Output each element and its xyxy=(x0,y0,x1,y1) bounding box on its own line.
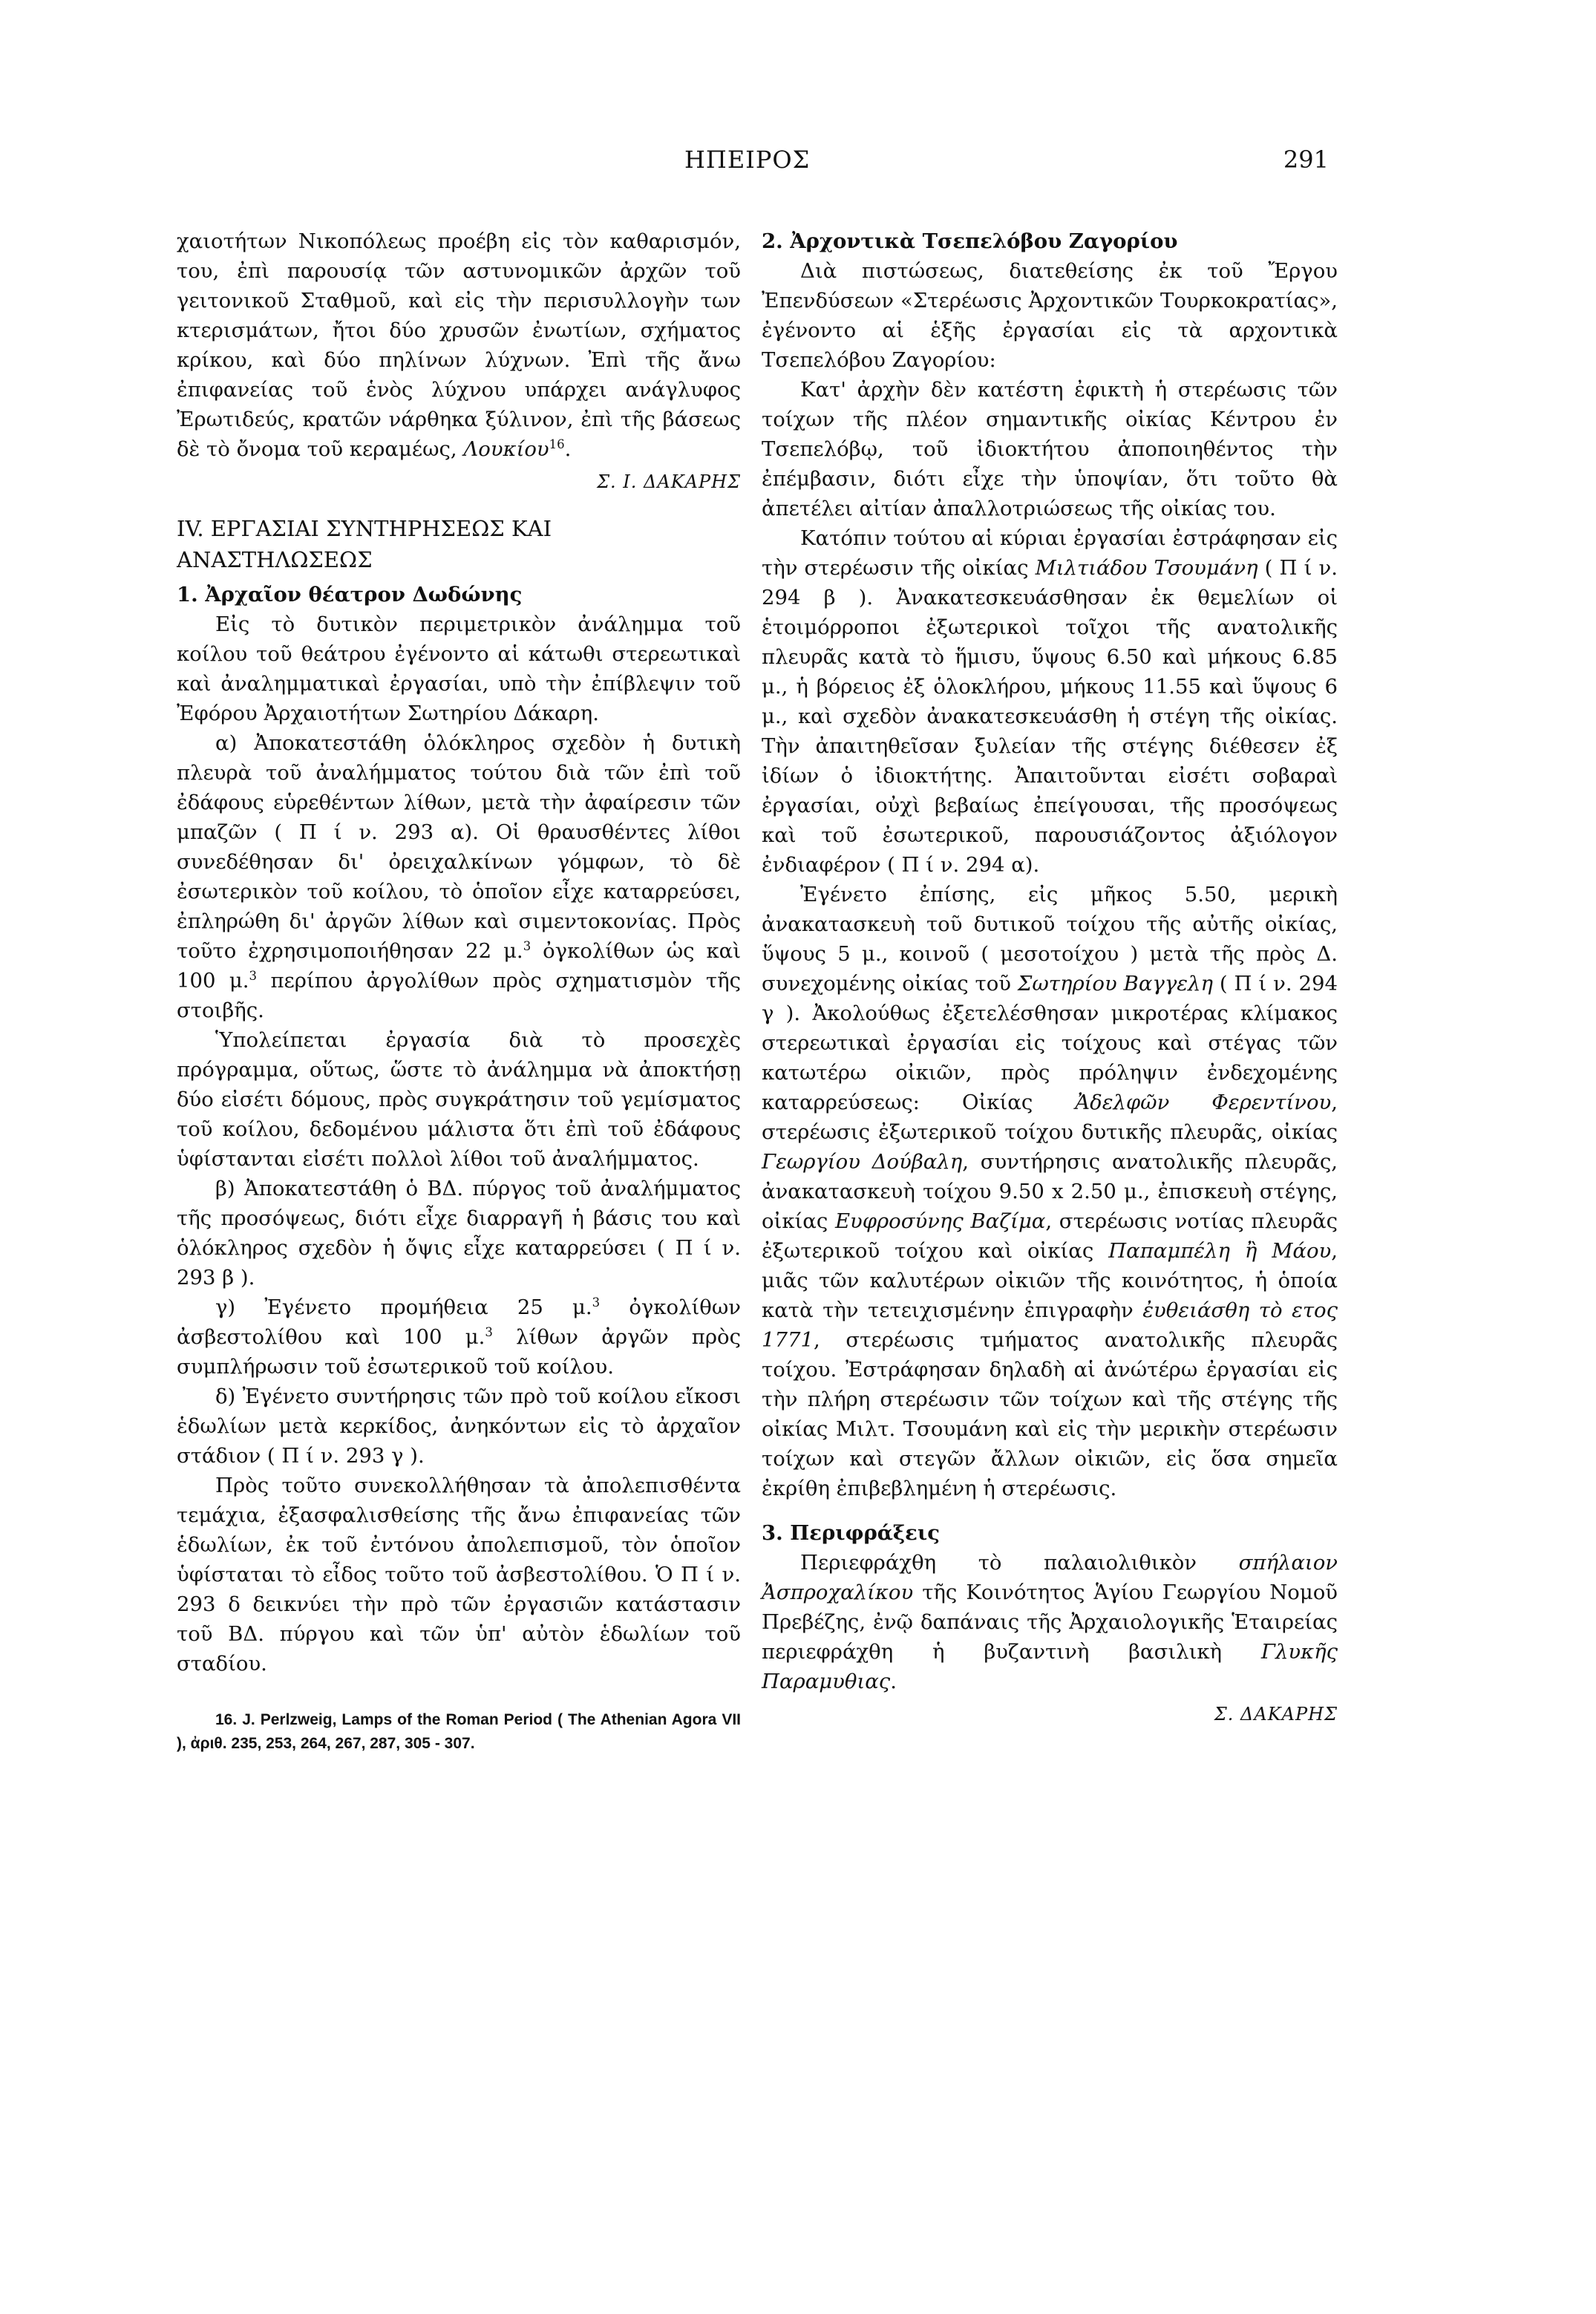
paragraph: Διὰ πιστώσεως, διατεθείσης ἐκ τοῦ Ἔργου Ἐπενδύσεων «Στερέωσις Ἀρχοντικῶν Τουρκοκρατίας», ἐγένοντο αἱ ἑξῆς ἐργασίαι εἰς τὰ αρχοντικὰ Τσεπελόβου Ζαγορίου: xyxy=(762,259,1338,372)
paragraph: β) Ἀποκατεστάθη ὁ ΒΔ. πύργος τοῦ ἀναλήμματος τῆς προσόψεως, διότι εἶχε διαρραγῆ ἡ βάσις του καὶ ὁλόκληρος σχεδὸν ἡ ὄψις εἶχε καταρρεύσει ( Π ί ν. 293 β ). xyxy=(177,1177,741,1290)
running-title: ΗΠΕΙΡΟΣ xyxy=(684,146,811,174)
right-column xyxy=(762,226,1338,1739)
footnote: 16. J. Perlzweig, Lamps of the Roman Period ( The Athenian Agora VII ), ἀριθ. 235, 253, 264, 267, 287, 305 - 307. xyxy=(177,1711,741,1752)
subsection-heading: 1. Ἀρχαῖον θέατρον Δωδώνης xyxy=(177,583,523,607)
section-heading: IV. ΕΡΓΑΣΙΑΙ ΣΥΝΤΗΡΗΣΕΩΣ ΚΑΙ ΑΝΑΣΤΗΛΩΣΕΩΣ xyxy=(177,516,552,572)
paragraph: Εἰς τὸ δυτικὸν περιμετρικὸν ἀνάλημμα τοῦ κοίλου τοῦ θεάτρου ἐγένοντο αἱ κάτωθι στερεωτικαὶ καὶ ἀναλημματικαὶ ἐργασίαι, υπὸ τὴν ἐπίβλεψιν τοῦ Ἐφόρου Ἀρχαιοτήτων Σωτηρίου Δάκαρη. xyxy=(177,612,741,725)
page-number: 291 xyxy=(1283,146,1329,174)
paragraph: δ) Ἐγένετο συντήρησις τῶν πρὸ τοῦ κοίλου εἴκοσι ἑδωλίων μετὰ κερκίδος, ἀνηκόντων εἰς τὸ ἀρχαῖον στάδιον ( Π ί ν. 293 γ ). xyxy=(177,1385,741,1468)
left-column xyxy=(177,226,741,1756)
paragraph: Περιεφράχθη τὸ παλαιολιθικὸν σπήλαιον Ἀσπροχαλίκου τῆς Κοινότητος Ἁγίου Γεωργίου Νομοῦ Πρεβέζης, ἐνῷ δαπάναις τῆς Ἀρχαιολογικῆς Ἑταιρείας περιεφράχθη ἡ βυζαντινὴ βασιλικὴ Γλυκῆς Παραμυθιας. xyxy=(762,1551,1338,1693)
paragraph: γ) Ἐγένετο προμήθεια 25 μ.$^3$ ὀγκολίθων ἀσβεστολίθου καὶ 100 μ.$^3$ λίθων ἀργῶν πρὸς συμπλήρωσιν τοῦ ἐσωτερικοῦ τοῦ κοίλου. xyxy=(177,1295,741,1379)
paragraph: Κατόπιν τούτου αἱ κύριαι ἐργασίαι ἐστράφησαν εἰς τὴν στερέωσιν τῆς οἰκίας Μιλτιάδου Τσουμάνη ( Π ί ν. 294 β ). Ἀνακατεσκευάσθησαν ἐκ θεμελίων οἱ ἑτοιμόρροποι ἐξωτερικοὶ τοῖχοι τῆς ανατολικῆς πλευρᾶς κατὰ τὸ ἥμισυ, ὕψους 6.50 καὶ μήκους 6.85 μ., ἡ βόρειος ἐξ ὁλοκλήρου, μήκους 11.55 καὶ ὕψους 6 μ., καὶ σχεδὸν ἀνακατεσκευάσθη ἡ στέγη τῆς οἰκίας. Τὴν ἀπαιτηθεῖσαν ξυλείαν τῆς στέγης διέθεσεν ἐξ ἰδίων ὁ ἰδιοκτήτης. Ἀπαιτοῦνται εἰσέτι σοβαραὶ ἐργασίαι, οὐχὶ βεβαίως ἐπείγουσαι, τῆς προσόψεως καὶ τοῦ ἐσωτερικοῦ, παρουσιάζοντος ἀξιόλογον ἐνδιαφέρον ( Π ί ν. 294 α). xyxy=(762,526,1338,877)
paragraph: Ἐγένετο ἐπίσης, εἰς μῆκος 5.50, μερικὴ ἀνακατασκευὴ τοῦ δυτικοῦ τοίχου τῆς αὐτῆς οἰκίας, ὕψους 5 μ., κοινοῦ ( μεσοτοίχου ) μετὰ τῆς πρὸς Δ. συνεχομένης οἰκίας τοῦ Σωτηρίου Βαγγελη ( Π ί ν. 294 γ ). Ἀκολούθως ἐξετελέσθησαν μικροτέρας κλίμακος στερεωτικαὶ ἐργασίαι εἰς τοίχους καὶ στέγας τῶν κατωτέρω οἰκιῶν, πρὸς πρόληψιν ἐνδεχομένης καταρρεύσεως: Οἰκίας Ἀδελφῶν Φερεντίνου, στερέωσις ἐξωτερικοῦ τοίχου δυτικῆς πλευρᾶς, οἰκίας Γεωργίου Δούβαλη, συντήρησις ανατολικῆς πλευρᾶς, ἀνακατασκευὴ τοίχου 9.50 x 2.50 μ., ἐπισκευὴ στέγης, οἰκίας Ευφροσύνης Βαζίμα, στερέωσις νοτίας πλευρᾶς ἐξωτερικοῦ τοίχου καὶ οἰκίας Παπαμπέλη ἢ Μάου, μιᾶς τῶν καλυτέρων οἰκιῶν τῆς κοινότητος, ἡ ὁποία κατὰ τὴν τετειχισμένην ἐπιγραφὴν ἐυθειάσθη τὸ ετος 1771, στερέωσις τμήματος ανατολικῆς πλευρᾶς τοίχου. Ἐστράφησαν δηλαδὴ αἱ ἀνώτέρω ἐργασίαι εἰς τὴν πλήρη στερέωσιν τῶν τοίχων καὶ τῆς στέγης τῆς οἰκίας Μιλτ. Τσουμάνη καὶ εἰς τὴν μερικὴν στερέωσιν τοίχων καὶ στεγῶν ἄλλων οἰκιῶν, εἰς ὅσα σημεῖα ἐκρίθη ἐπιβεβλημένη ἡ στερέωσις. xyxy=(762,883,1338,1500)
subsection-heading: 3. Περιφράξεις xyxy=(762,1521,940,1545)
paragraph: Ὑπολείπεται ἐργασία διὰ τὸ προσεχὲς πρόγραμμα, οὕτως, ὥστε τὸ ἀνάλημμα νὰ ἀποκτήσῃ δύο εἰσέτι δόμους, πρὸς συγκράτησιν τοῦ γεμίσματος τοῦ κοίλου, δεδομένου μάλιστα ὅτι ἐπὶ τοῦ ἐδάφους ὑφίστανται εἰσέτι πολλοὶ λίθοι τοῦ ἀναλήμματος. xyxy=(177,1028,741,1171)
paragraph: Κατ' ἀρχὴν δὲν κατέστη ἐφικτὴ ἡ στερέωσις τῶν τοίχων τῆς πλέον σημαντικῆς οἰκίας Κέντρου ἐν Τσεπελόβῳ, τοῦ ἰδιοκτήτου ἀποποιηθέντος τὴν ἐπέμβασιν, διότι εἶχε τὴν ὑποψίαν, ὅτι τοῦτο θὰ ἀπετέλει αἰτίαν ἀπαλλοτριώσεως τῆς οἰκίας του. xyxy=(762,378,1338,520)
paragraph: Πρὸς τοῦτο συνεκολλήθησαν τὰ ἀπολεπισθέντα τεμάχια, ἐξασφαλισθείσης τῆς ἄνω ἐπιφανείας τῶν ἑδωλίων, ἐκ τοῦ ἐντόνου ἀπολεπισμοῦ, τὸν ὁποῖον ὑφίσταται τὸ εἶδος τοῦτο τοῦ ἀσβεστολίθου. Ὁ Π ί ν. 293 δ δεικνύει τὴν πρὸ τῶν ἐργασιῶν κατάστασιν τοῦ ΒΔ. πύργου καὶ τῶν ὑπ' αὐτὸν ἑδωλίων τοῦ σταδίου. xyxy=(177,1474,741,1676)
signature: Σ. Ι. ΔΑΚΑΡΗΣ xyxy=(597,471,741,492)
paragraph: α) Ἀποκατεστάθη ὁλόκληρος σχεδὸν ἡ δυτικὴ πλευρὰ τοῦ ἀναλήμματος τούτου διὰ τῶν ἐπὶ τοῦ ἐδάφους εὑρεθέντων λίθων, μετὰ τὴν ἀφαίρεσιν τῶν μπαζῶν ( Π ί ν. 293 α). Οἱ θραυσθέντες λίθοι συνεδέθησαν δι' ὀρειχαλκίνων γόμφων, τὸ δὲ ἐσωτερικὸν τοῦ κοίλου, τὸ ὁποῖον εἶχε καταρρεύσει, ἐπληρώθη δι' ἀργῶν λίθων καὶ σιμεντοκονίας. Πρὸς τοῦτο ἐχρησιμοποιήθησαν 22 μ.$^3$ ὀγκολίθων ὡς καὶ 100 μ.$^3$ περίπου ἀργολίθων πρὸς σχηματισμὸν τῆς στοιβῆς. xyxy=(177,731,741,1022)
subsection-heading: 2. Ἀρχοντικὰ Τσεπελόβου Ζαγορίου xyxy=(762,229,1178,253)
signature: Σ. ΔΑΚΑΡΗΣ xyxy=(1214,1704,1338,1725)
paragraph: χαιοτήτων Νικοπόλεως προέβη εἰς τὸν καθαρισμόν, του, ἐπὶ παρουσίᾳ τῶν αστυνομικῶν ἀρχῶν τοῦ γειτονικοῦ Σταθμοῦ, καὶ εἰς τὴν περισυλλογὴν των κτερισμάτων, ἤτοι δύο χρυσῶν ἐνωτίων, σχήματος κρίκου, καὶ δύο πηλίνων λύχνων. Ἐπὶ τῆς ἄνω ἐπιφανείας τοῦ ἑνὸς λύχνου υπάρχει ανάγλυφος Ἐρωτιδεύς, κρατῶν νάρθηκα ξύλινον, ἐπὶ τῆς βάσεως δὲ τὸ ὄνομα τοῦ κεραμέως, Λουκίου$^{16}$. xyxy=(177,229,741,461)
running-head xyxy=(0,146,1596,183)
